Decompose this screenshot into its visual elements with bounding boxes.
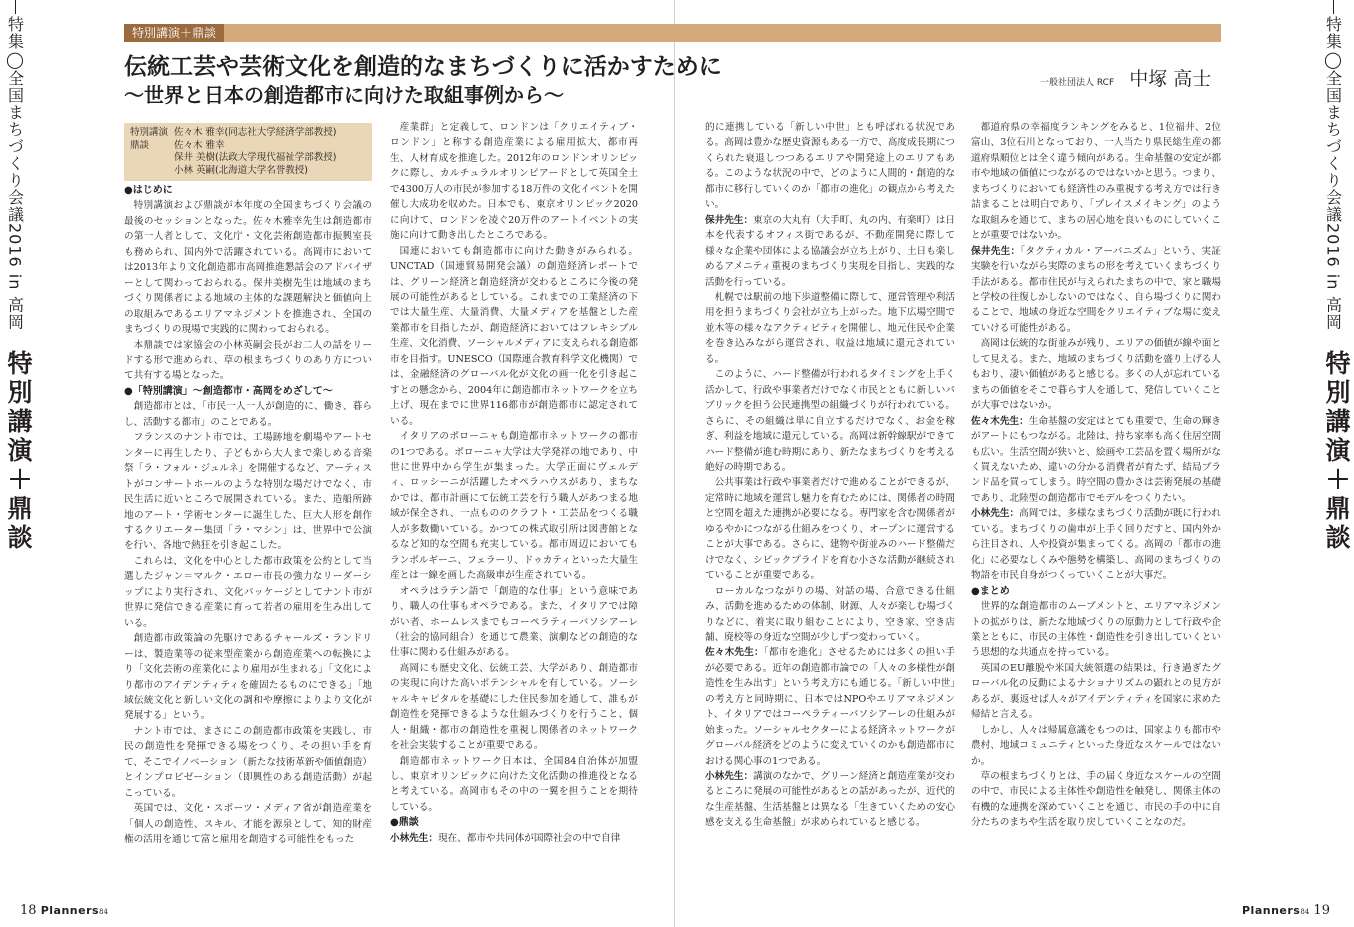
author-byline: [1040, 64, 1211, 91]
paragraph: 草の根まちづくりとは、手の届く身近なスケールの空間の中で、市民による主体性や創造性を触発し、関係主体の有機的な連携を深めていくことを通じ、市民の手の中に自分たちのまちや生活を取り戻していくことなのだ。: [971, 771, 1221, 829]
paragraph: 国連においても創造都市に向けた動きがみられる。UNCTAD（国連貿易開発会議）の創造経済レポートでは、グリーン経済と創造経済が交わるところに今後の発展の可能性があるとしている。これまでの工業経済の下では大量生産、大量消費、大量メディアを基盤とした産業都市を目指したが、創造経済においてはフレキシブル生産、文化消費、ソーシャルメディアに支えられる創造都市を目指す。UNESCO（国際連合教育科学文化機関）では、金融経済のグローバル化が文化の画一化を引き起こすとの懸念から、2004年に創造都市ネットワークを立ち上げ、現在までに世界116都市が創造都市に認定されている。: [390, 245, 638, 427]
paragraph: 産業群」と定義して、ロンドンは「クリエイティブ・ロンドン」と称する創造産業による雇用拡大、都市再生、人材育成を推進した。2012年のロンドンオリンピックに際し、カルチュラルオリンピアードとして英国全土で4300万人の市民が参加する18万件の文化イベントを開催し大成功を収めた。日本でも、東京オリンピック2020に向けて、ロンドンを凌ぐ20万件のアートイベントの実施に向けて動き出したところである。: [390, 122, 638, 242]
header-band: [124, 24, 1221, 42]
paragraph: [705, 645, 955, 769]
paragraph: しかし、人々は帰属意識をもつのは、国家よりも都市や農村、地域コミュニティといった身近なスケールではないか。: [971, 724, 1221, 767]
issue-number: 84: [99, 908, 108, 916]
speakers-panel: [124, 123, 372, 181]
paragraph: [705, 213, 955, 290]
speaker-name: 小林 英嗣(北海道大学名誉教授): [174, 164, 308, 176]
speaker-label: 佐々木先生：: [705, 647, 764, 659]
side-section-label: 特別講演＋鼎談: [1322, 350, 1351, 554]
paragraph: 創造都市政策論の先駆けであるチャールズ・ランドリーは、製造業等の従来型産業から創造産業への転換により「文化芸術の産業化により雇用が生まれる」「文化により都市のアイデンティティを確固たるものにできる」「地域伝統文化と新しい文化の調和や摩擦によりより文化が発展する」という。: [124, 633, 372, 722]
speaker-label: 小林先生：: [705, 771, 754, 783]
paragraph: 札幌では駅前の地下歩道整備に際して、運営管理や利活用を担うまちづくり会社が立ち上がった。地下広場空間で並木等の様々なアクティビティを開催し、地元住民や企業を巻き込みながら運営され、収益は地域に還元されている。: [705, 291, 955, 365]
paragraph: 英国では、文化・スポーツ・メディア省が創造産業を「個人の創造性、スキル、才能を源泉として、知的財産権の活用を通じて富と雇用を創造する可能性をもった: [124, 803, 372, 846]
page-number-right: 19: [1313, 903, 1330, 918]
paragraph: 本鼎談では家協会の小林英嗣会長がお二人の話をリードする形で進められ、草の根まちづくりのあり方について共有する場となった。: [124, 339, 372, 382]
paragraph: [971, 414, 1221, 507]
side-rule: [15, 0, 16, 14]
speech-text: 「タクティカル・アーバニズム」という、実証実験を行いながら実際のまちの形を考えていくまちづくり手法がある。都市住民が与えられたまちの中で、家と職場と学校の往復しかしないのではなく、自ら場づくりに関わることで、地域の身近な空間をクリエイティブな場に変えていける可能性がある。: [971, 245, 1222, 334]
issue-number: 84: [1300, 908, 1310, 916]
speech-text: 講演のなかで、グリーン経済と創造産業が交わるところに発展の可能性があるとの話があったが、近代的な生産基盤、生活基盤とは異なる「生きていくための安心感を支える生命基盤」が求められていると感じる。: [705, 771, 955, 829]
speaker-row: [130, 127, 366, 140]
paragraph: このように、ハード整備が行われるタイミングを上手く活かして、行政や事業者だけでなく市民とともに新しいパブリックを担う公民連携型の組織づくりが行われている。さらに、その組織は単に自立するだけでなく、お金を稼ぎ、利益を地域に還元している。高岡は新幹線駅ができてハード整備が進む時期にあり、新たなまちづくりを考える絶好の時期である。: [705, 369, 955, 473]
paragraph: 特別講演および鼎談が本年度の全国まちづくり会議の最後のセッションとなった。佐々木雅幸先生は創造都市の第一人者として、文化庁・文化芸術創造都市振興室長も務められ、国内外で活躍されている。高岡市においては2013年より文化創造都市高岡推進懇話会のアドバイザーとして関わっておられる。保井美樹先生は地域のまちづくり関係者による地域の主体的な課題解決と価値向上の取組みであるエリアマネジメントを推進され、全国のまちづくりの現場で実践的に関わっておられる。: [124, 200, 372, 336]
paragraph: 創造都市ネットワーク日本は、全国84自治体が加盟し、東京オリンピックに向けた文化活動の推進役となると考えている。高岡市もその中の一翼を担うことを期待している。: [390, 755, 638, 813]
paragraph: 世界的な創造都市のムーブメントと、エリアマネジメントの拡がりは、新たな地域づくりの原動力として行政や企業とともに、市民の主体性・創造性を引き出していくという思想的な共通点を持っている。: [971, 601, 1221, 659]
paragraph: 公共事業は行政や事業者だけで進めることができるが、定常時に地域を運営し魅力を育むためには、関係者の時間と空間を超えた連携が必要になる。専門家を含む関係者がゆるやかにつながる仕組みをつくり、オープンに運営することが大事である。さらに、建物や街並みのハード整備だけでなく、シビックプライドを育む小さな活動が継続されていることが重要である。: [705, 477, 955, 582]
folio-right: [1242, 903, 1330, 918]
body-column-2: [390, 120, 638, 896]
author-name: 中塚 高士: [1129, 68, 1212, 90]
paragraph: [971, 244, 1221, 337]
speaker-label: 保井先生：: [971, 245, 1021, 257]
author-org: 一般社団法人 RCF: [1040, 78, 1115, 88]
speech-text: 高岡では、多様なまちづくり活動が既に行われている。まちづくりの歯車が上手く回りだすと、国内外から注目され、人や投資が集まってくる。高岡の「都市の進化」に必要なしくみや態勢を構築し、高岡のまちづくりの物語を市民自身がつくっていくことが大事だ。: [971, 508, 1222, 582]
body-column-4: [971, 120, 1221, 896]
paragraph: 都道府県の幸福度ランキングをみると、1位福井、2位富山、3位石川となっており、一人当たり県民総生産の都道府県順位とは全く違う傾向がある。生命基盤の安定が都市や地域の価値につながるのではないかと思う。つまり、まちづくりにおいても経済性のみ重視する考え方では行き詰まることは明白であり、「プレイスメイキング」のような取組みを通じて、まちの居心地を良いものにしていくことが重要ではないか。: [971, 122, 1221, 242]
paragraph: 高岡は伝統的な街並みが残り、エリアの価値が線や面として見える。また、地域のまちづくり活動を盛り上げる人もおり、凄い価値があると感じる。多くの人が忘れているまちの価値をそこで暮らす人を通して、発信していくことが大事ではないか。: [971, 338, 1221, 412]
speech-text: 生命基盤の安定はとても重要で、生命の輝きがアートにもつながる。北陸は、持ち家率も高く住居空間も広い。生活空間が狭いと、絵画や工芸品を置く場所がなく買えないため、違いの分かる消費者が育たず、結局ブランド品を買ってしまう。時空間の豊かさは芸術発展の基礎であり、北陸型の創造都市でモデルをつくりたい。: [971, 415, 1222, 504]
paragraph: [390, 831, 638, 846]
page-number-left: 18: [20, 903, 37, 918]
body-column-1: [124, 183, 372, 896]
section-heading: ●はじめに: [124, 185, 173, 196]
page-spine: [674, 0, 675, 927]
paragraph: フランスのナント市では、工場跡地を劇場やアートセンターに再生したり、子どもから大人まで楽しめる音楽祭「ラ・フォル・ジュルネ」を開催するなど、アーティストがコンサートホールのような特別な場だけでなく、市民生活に近いところで展開されている。また、造船所跡地のアート・学術センターに誕生した、巨大人形を創作するクリエーター集団「ラ・マシン」は、世界中で公演を行い、各地で熱狂を引き起こした。: [124, 432, 372, 552]
speaker-name: 保井 美樹(法政大学現代福祉学部教授): [174, 152, 337, 163]
article-subtitle: 〜世界と日本の創造都市に向けた取組事例から〜: [124, 83, 564, 107]
speaker-row: [130, 152, 366, 165]
folio-left: [20, 903, 108, 918]
speech-text: 現在、都市や共同体が国際社会の中で自律: [437, 832, 621, 844]
body-column-3: [705, 120, 955, 896]
side-label-right: [1318, 0, 1351, 927]
section-heading: ●鼎談: [390, 817, 419, 829]
paragraph: [705, 769, 955, 831]
paragraph: 英国のEU離脱や米国大統領選の結果は、行き過ぎたグローバル化の反動によるナショナリズムの顕れとの見方があるが、裏返せば人々がアイデンティティを国家に求めた帰結と言える。: [971, 662, 1221, 721]
paragraph: 的に連携している「新しい中世」とも呼ばれる状況である。高岡は豊かな歴史資源もある一方で、高度成長期につくられた衰退しつつあるエリアや開発途上のエリアもある。このような状況の中で、どのように人間的・創造的な都市に移行していくのか「都市の進化」の観点から考えたい。: [705, 122, 955, 211]
speech-text: 東京の大丸有（大手町、丸の内、有楽町）は日本を代表するオフィス街であるが、不動産開発に際して様々な企業や団体による協議会が立ち上がり、土日も楽しめるアメニティ重視のまちづくり実現を目指し、実践的な活動を行っている。: [705, 214, 956, 288]
section-heading: ●「特別講演」〜創造都市・高岡をめざして〜: [124, 385, 333, 397]
section-heading: ●まとめ: [971, 585, 1010, 597]
side-series-label: 特集◯全国まちづくり会議2016 in 高岡: [1323, 16, 1343, 331]
paragraph: 高岡にも歴史文化、伝統工芸、大学があり、創造都市の実現に向けた高いポテンシャルを有している。ソーシャルキャピタルを基礎にした住民参加を通して、誰もが創造性を発揮できるような仕組みづくりを行うこと、個人・組織・都市の創造性を重視し関係者のネットワークを社会実装することが重要である。: [390, 662, 638, 752]
speech-text: 「都市を進化」させるためには多くの担い手が必要である。近年の創造都市論での「人々の多様性が創造性を生み出す」という考え方にも通じる。「新しい中世」の考え方と同時期に、日本ではNPOやエリアマネジメント、イタリアではコーペラティーバソシアーレの仕組みが始まった。ソーシャルセクターによる経済ネットワークがグローバル経済をどのように変えていくのかも創造都市における関心事の1つである。: [705, 647, 956, 767]
speaker-row: [130, 140, 366, 153]
magazine-brand: Planners: [40, 904, 100, 917]
article-title: 伝統工芸や芸術文化を創造的なまちづくりに活かすために: [124, 54, 722, 80]
speaker-row: [130, 165, 366, 178]
magazine-brand: Planners: [1242, 904, 1301, 917]
side-series-label: 特集◯全国まちづくり会議2016 in 高岡: [5, 16, 25, 331]
paragraph: ローカルなつながりの場、対話の場、合意できる仕組み、活動を進めるための体制、財源、人々が楽しむ場づくりなどに、着実に取り組むことにより、空き家、空き店舗、廃校等の身近な空間が少しずつ変わっていく。: [705, 585, 956, 643]
paragraph: オペラはラテン語で「創造的な仕事」という意味であり、職人の仕事もオペラである。また、イタリアでは障がい者、ホームレスまでもコーペラティーバソシアーレ（社会的協同組合）を通じて農業、演劇などの創造的な仕事に関わる仕組みがある。: [390, 585, 638, 659]
paragraph: ナント市では、まさにこの創造都市政策を実践し、市民の創造性を発揮できる場をつくり、その担い手を育て、そこでイノベーション（新たな技術革新や価値創造）とインプロビゼーション（即興性のある創造活動）が起こっている。: [124, 725, 372, 799]
side-label-left: [0, 0, 33, 927]
speaker-name: 佐々木 雅幸: [174, 139, 225, 151]
side-section-label: 特別講演＋鼎談: [4, 350, 33, 554]
paragraph: 創造都市とは、「市民一人一人が創造的に、働き、暮らし、活動する都市」のことである。: [124, 401, 372, 428]
speaker-role: 特別講演: [130, 127, 169, 138]
speaker-label: 保井先生：: [705, 214, 754, 226]
paragraph: イタリアのボローニャも創造都市ネットワークの都市の1つである。ボローニャ大学は大学発祥の地であり、中世に世界中から学生が集まった。大学正面にヴェルディ、ロッシーニが活躍したオペラハウスがあり、まちなかでは、都市計画にて伝統工芸を行う職人があつまる地域が保全され、一点もののクラフト・工芸品をつくる職人が多数働いている。かつての株式取引所は図書館となるなど知的な空間も充実している。都市周辺においてもランボルギーニ、フェラーリ、ドゥカティといった大量生産とは一線を画した高級車が生産されている。: [390, 431, 638, 582]
speaker-label: 佐々木先生：: [971, 415, 1029, 427]
section-tag: 特別講演＋鼎談: [124, 24, 224, 42]
speaker-name: 佐々木 雅幸(同志社大学経済学部教授): [174, 127, 337, 138]
paragraph: [971, 506, 1221, 583]
speaker-role: 鼎談: [130, 139, 150, 151]
paragraph: これらは、文化を中心とした都市政策を公約として当選したジャン＝マルク・エロー市長の強力なリーダーシップにより実行され、文化パッケージとしてナント市が世界に発信できる産業に育って若者の雇用を生み出している。: [124, 555, 372, 629]
speaker-label: 小林先生：: [971, 508, 1020, 520]
speaker-label: 小林先生：: [390, 832, 438, 844]
side-rule: [1333, 0, 1334, 14]
